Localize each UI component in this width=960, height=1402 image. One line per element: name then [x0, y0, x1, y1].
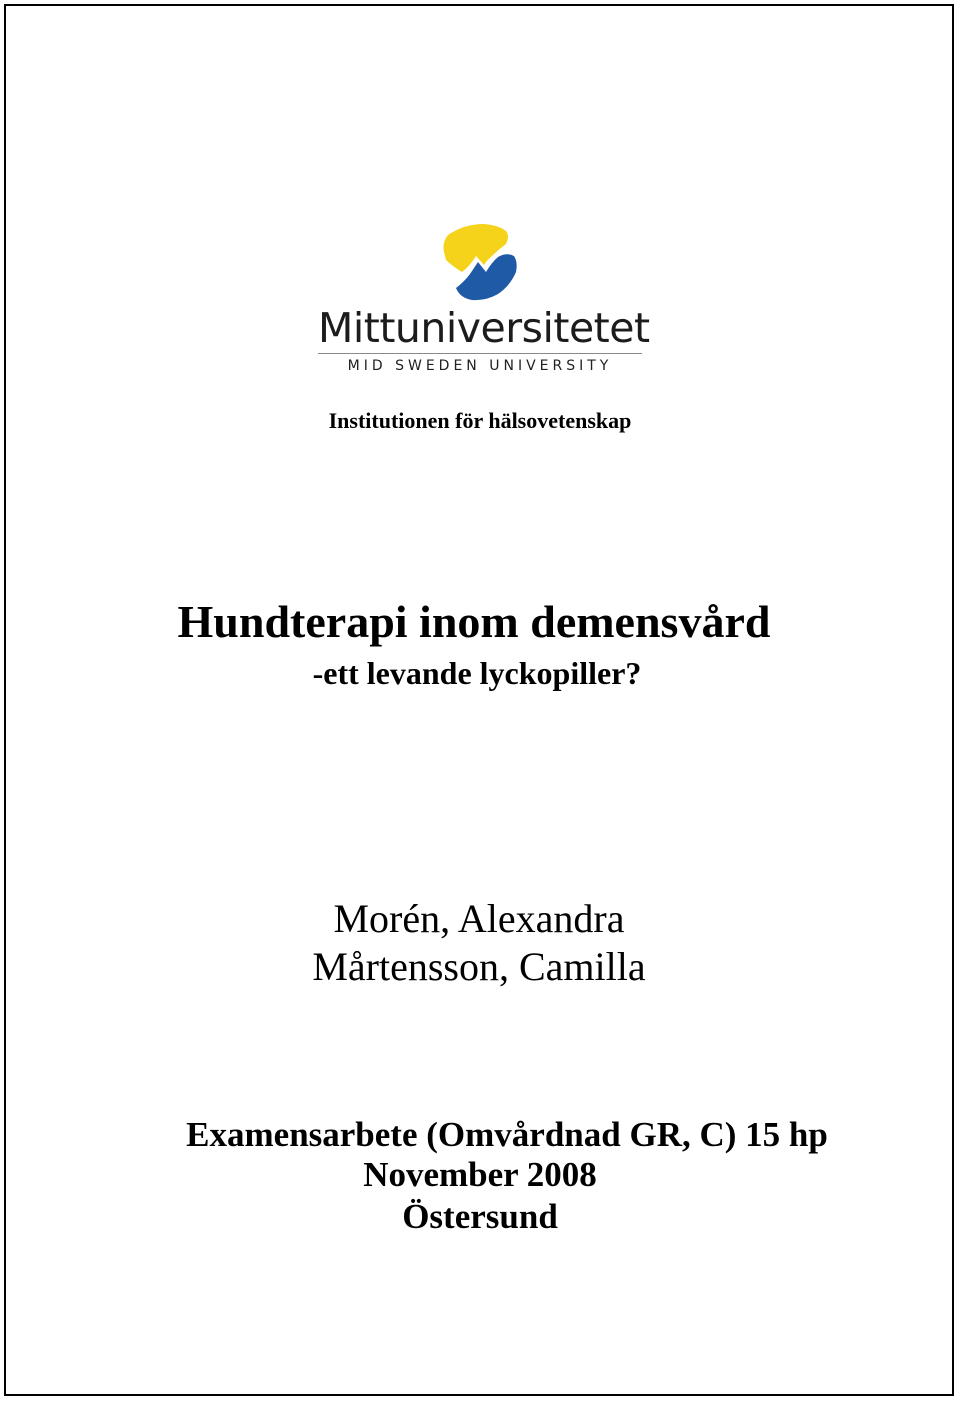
institution-name: Institutionen för hälsovetenskap [328, 408, 632, 433]
university-emblem-icon [440, 222, 520, 302]
university-tagline: MID SWEDEN UNIVERSITY [347, 358, 613, 374]
thesis-subtitle: -ett levande lyckopiller? [312, 655, 642, 691]
author-name: Morén, Alexandra [333, 896, 625, 941]
author-name: Mårtensson, Camilla [312, 944, 646, 989]
place: Östersund [402, 1197, 558, 1236]
course-info: Examensarbete (Omvårdnad GR, C) 15 hp [186, 1115, 828, 1154]
university-name: Mittuniversitetet [318, 304, 650, 352]
university-logo [318, 222, 650, 380]
logo-divider [318, 353, 642, 354]
thesis-title: Hundterapi inom demensvård [177, 596, 771, 647]
submission-date: November 2008 [363, 1155, 597, 1194]
